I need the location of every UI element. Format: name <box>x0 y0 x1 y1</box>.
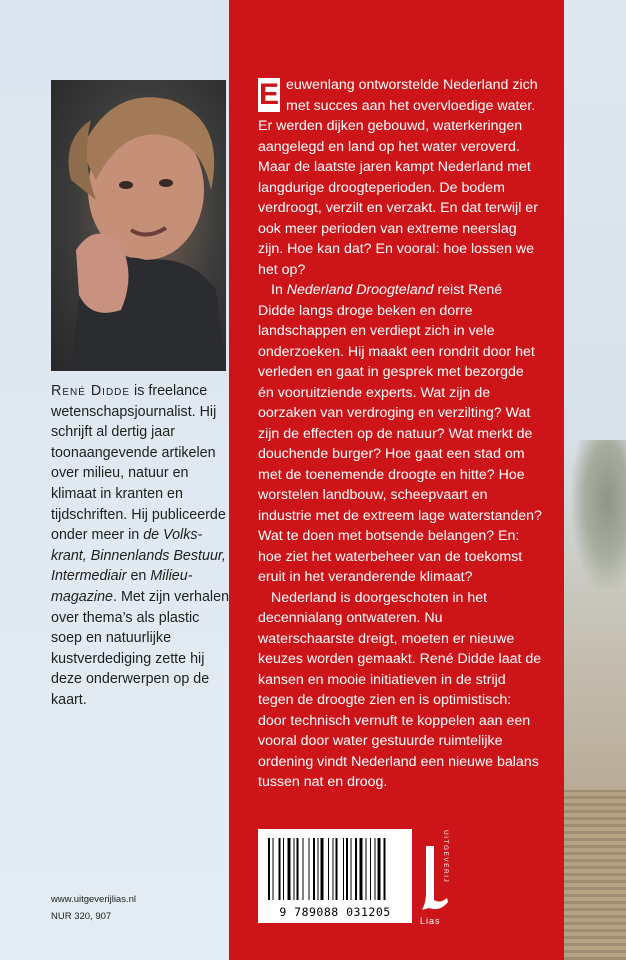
left-panel <box>0 0 229 960</box>
publisher-name: Lias <box>420 916 441 926</box>
barcode-bar <box>384 838 386 900</box>
barcode-bar <box>346 838 348 900</box>
barcode-bar <box>303 838 304 900</box>
publisher-info <box>51 891 136 925</box>
blurb-paragraph-1 <box>258 75 542 280</box>
barcode-bar <box>360 838 363 900</box>
barcode-image <box>268 838 402 900</box>
tree-silhouette <box>572 440 626 590</box>
barcode-bar <box>318 838 319 900</box>
blurb-paragraph-1-text: euwenlang ontworstelde Nederland zich met succes aan het overvloedige water. Er werden dijken gebouwd, waterkeringen aangelegd en land op het water veroverd. Maar de laatste jaren kampt Nederland met langdurige droogteperioden. De bodem verdroogt, verzilt en verzakt. En dat terwijl er ook meer perioden van extreme neerslag zijn. Hoe kan dat? En vooral: hoe lossen we het op? <box>258 77 538 278</box>
barcode-bar <box>321 838 324 900</box>
drop-cap: E <box>259 78 280 111</box>
blurb-paragraph-3 <box>258 588 542 793</box>
barcode-bar <box>328 838 329 900</box>
barcode-bar <box>336 838 338 900</box>
barcode-bar <box>343 838 344 900</box>
author-name: René Didde <box>51 383 131 399</box>
barcode-bar <box>313 838 315 900</box>
blurb-paragraph-2 <box>258 280 542 588</box>
bio-and: en <box>126 568 151 585</box>
barcode-bar <box>378 838 381 900</box>
right-landscape <box>564 0 626 960</box>
barcode-bar <box>288 838 291 900</box>
publisher-label: UITGEVERIJ <box>442 830 449 884</box>
barcode-bar <box>273 838 274 900</box>
publisher-logo <box>420 830 454 932</box>
book-title: Nederland Droogteland <box>286 282 434 298</box>
plowed-field <box>564 790 626 960</box>
barcode-bar <box>279 838 281 900</box>
barcode-bar <box>268 838 270 900</box>
blurb-text <box>258 75 542 793</box>
barcode-bar <box>309 838 310 900</box>
author-photo <box>51 80 226 371</box>
blurb-paragraph-2-text: reist René Didde langs droge beken en dorre landschappen en verdiept zich in vele onderzoeken. Hij maakt een rondrit door het verleden en gaat in gesprek met bezorgde én vooruitziende experts. Wat zijn de oorzaken van verdroging en verzilting? Wat zijn de effecten op de natuur? Wat merkt de douchende burger? Hoe gaat een stad om met de toenemende droogte en hitte? Hoe worstelen landbouw, scheepvaart en industrie met de extreem lage waterstanden? Wat te doen met botsende belangen? En: hoe ziet het waterbeheer van de toekomst eruit in het veranderende klimaat? <box>258 282 542 585</box>
nur-code: NUR 320, 907 <box>51 911 112 922</box>
bio-text: is freelance wetenschapsjournalist. Hij schrijft al dertig jaar toonaangevende artikelen over milieu, natuur en klimaat in kranten en tijdschriften. Hij publiceerde onder meer in <box>51 383 226 544</box>
barcode-bar <box>294 838 295 900</box>
bio-text-2: . Met zijn verhalen over thema’s als plastic soep en natuurlijke kustverdediging zette hij deze onderwerpen op de kaart. <box>51 588 230 708</box>
barcode-bar <box>333 838 334 900</box>
barcode-bar <box>355 838 357 900</box>
blurb-paragraph-3-text: Nederland is doorgeschoten in het decennialang ontwateren. Nu waterschaarste dreigt, moeten er nieuwe keuzes worden gemaakt. René Didde laat de kansen en mooie initiatieven in de strijd tegen de droogte zien en is optimistisch: door technisch vernuft te koppelen aan een vooral door water gestuurde ruimtelijke ordening vindt Nederland een nieuwe balans tussen nat en droog. <box>258 589 542 790</box>
publisher-website: www.uitgeverijlias.nl <box>51 894 137 905</box>
bio-publications-2: Milieumagazine <box>51 568 193 605</box>
author-bio <box>51 381 229 711</box>
barcode-bar <box>283 838 284 900</box>
barcode-bar <box>366 838 367 900</box>
isbn-number: 9 789088 031205 <box>279 905 391 919</box>
barcode-bar <box>370 838 371 900</box>
barcode-bar <box>297 838 299 900</box>
barcode-bar <box>351 838 352 900</box>
barcode-panel <box>258 829 412 923</box>
barcode-bar <box>375 838 376 900</box>
bio-publications-1: de Volkskrant, Binnenlands Bestuur, Intermediair <box>51 527 226 585</box>
blurb-p2-pre: In <box>271 282 287 298</box>
author-portrait-image <box>51 80 226 371</box>
